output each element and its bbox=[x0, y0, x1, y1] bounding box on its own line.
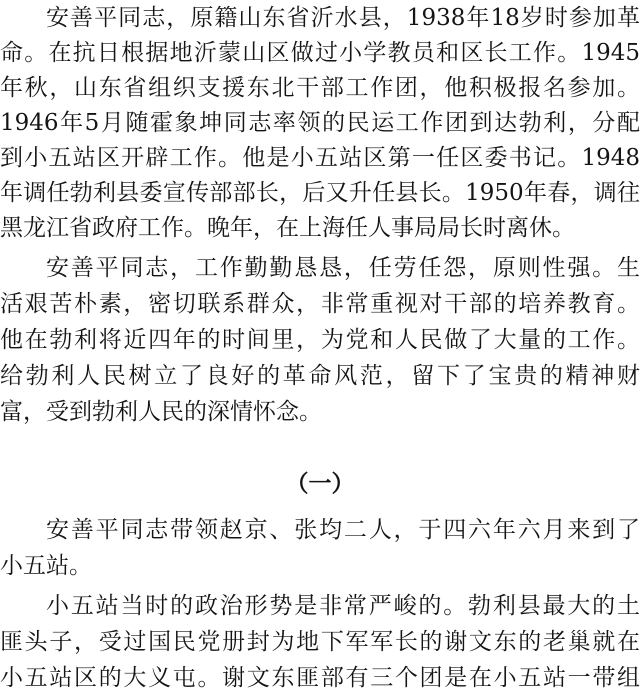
paragraph-4-line-3: 小五站区的大义屯。谢文东匪部有三个团是在小五站一带组 bbox=[0, 665, 640, 691]
paragraph-3-line-1: 安善平同志带领赵京、张均二人，于四六年六月来到了 bbox=[46, 517, 640, 543]
paragraph-2-line-3: 他在勃利将近四年的时间里，为党和人民做了大量的工作。 bbox=[0, 327, 640, 353]
paragraph-2-line-1: 安善平同志，工作勤勤恳恳，任劳任怨，原则性强。生 bbox=[46, 255, 640, 281]
paragraph-2-line-4: 给勃利人民树立了良好的革命风范，留下了宝贵的精神财 bbox=[0, 363, 640, 389]
paragraph-3-line-2: 小五站。 bbox=[0, 553, 92, 579]
paragraph-2-line-2: 活艰苦朴素，密切联系群众，非常重视对干部的培养教育。 bbox=[0, 291, 640, 317]
paragraph-1-line-5: 到小五站区开辟工作。他是小五站区第一任区委书记。1948 bbox=[0, 145, 640, 171]
paragraph-1-line-1: 安善平同志，原籍山东省沂水县，1938年18岁时参加革 bbox=[46, 5, 640, 31]
paragraph-1-line-4: 1946年5月随霍象坤同志率领的民运工作团到达勃利，分配 bbox=[0, 110, 640, 136]
paragraph-4-line-1: 小五站当时的政治形势是非常严峻的。勃利县最大的土 bbox=[46, 593, 640, 619]
paragraph-1-line-3: 年秋，山东省组织支援东北干部工作团，他积极报名参加。 bbox=[0, 75, 640, 101]
paragraph-1-line-7: 黑龙江省政府工作。晚年，在上海任人事局局长时离休。 bbox=[0, 215, 575, 241]
paragraph-2-line-5: 富，受到勃利人民的深情怀念。 bbox=[0, 399, 322, 425]
section-heading: （一） bbox=[285, 470, 355, 497]
paragraph-1-line-6: 年调任勃利县委宣传部部长，后又升任县长。1950年春，调往 bbox=[0, 180, 640, 206]
paragraph-4-line-2: 匪头子，受过国民党册封为地下军军长的谢文东的老巢就在 bbox=[0, 629, 640, 655]
paragraph-1-line-2: 命。在抗日根据地沂蒙山区做过小学教员和区长工作。1945 bbox=[0, 40, 640, 66]
